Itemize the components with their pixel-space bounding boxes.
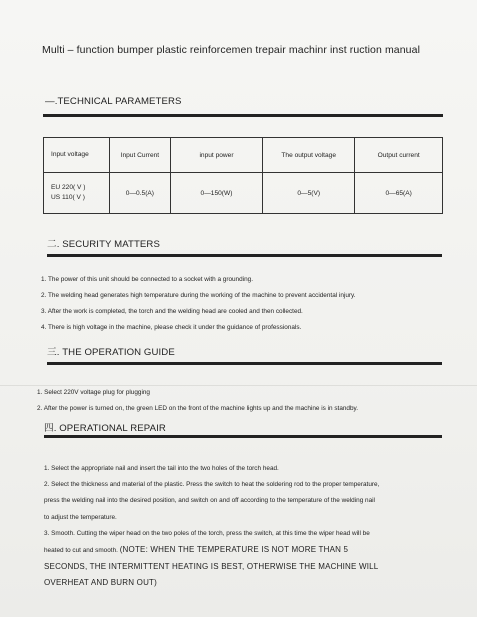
- list-item: [44, 542, 379, 559]
- list-item: to adjust the temperature.: [44, 513, 117, 521]
- list-item: 2. Select the thickness and material of the plastic. Press the switch to heat the soldering rod to the proper temperature,: [44, 481, 380, 489]
- technical-parameters-table: [43, 137, 443, 214]
- note-warning: SECONDS, THE INTERMITTENT HEATING IS BEST, OTHERWISE THE MACHINE WILL: [44, 562, 379, 572]
- section-divider: [44, 435, 442, 438]
- section-security-matters-heading: 二. SECURITY MATTERS: [47, 239, 160, 250]
- section-divider: [43, 114, 443, 117]
- cell-output-current: 0—65(A): [355, 173, 443, 214]
- header-input-voltage: Input voltage: [44, 138, 110, 173]
- list-item: 4. There is high voltage in the machine, please check it under the guidance of professionals.: [41, 324, 302, 331]
- list-item: press the welding nail into the desired position, and switch on and off according to the temperature of the welding nail: [44, 497, 375, 505]
- note-warning: (NOTE: WHEN THE TEMPERATURE IS NOT MORE THAN 5: [119, 545, 349, 555]
- section-divider: [47, 254, 442, 257]
- section-technical-parameters-heading: —.TECHNICAL PARAMETERS: [45, 96, 182, 107]
- list-item: 1. The power of this unit should be connected to a socket with a grounding.: [41, 276, 253, 283]
- list-item-text: heated to cut and smooth.: [44, 547, 118, 555]
- header-output-current: Output current: [355, 138, 443, 173]
- cell-input-current: 0—0.5(A): [109, 173, 170, 214]
- input-voltage-us: US 110( V ): [51, 194, 85, 201]
- list-item: 3. After the work is completed, the torch and the welding head are cooled and then collected.: [41, 308, 303, 315]
- list-item: 1. Select the appropriate nail and insert the tail into the two holes of the torch head.: [44, 465, 279, 472]
- operation-guide-list: [37, 385, 358, 417]
- cell-input-voltage: [44, 173, 110, 214]
- list-item: 3. Smooth. Cutting the wiper head on the two poles of the torch, press the switch, at this time the wiper head will be: [44, 529, 370, 537]
- note-warning: OVERHEAT AND BURN OUT): [44, 578, 158, 588]
- security-matters-list: [41, 272, 356, 336]
- list-item: 2. After the power is turned on, the green LED on the front of the machine lights up and the machine is in standby.: [37, 405, 359, 412]
- table-row: [44, 173, 443, 214]
- section-operational-repair-heading: 四. OPERATIONAL REPAIR: [44, 423, 166, 434]
- header-input-power: input power: [170, 138, 262, 173]
- list-item: 2. The welding head generates high temperature during the working of the machine to prevent accidental injury.: [41, 292, 356, 299]
- header-input-current: Input Current: [109, 138, 170, 173]
- cell-input-power: 0—150(W): [170, 173, 262, 214]
- cell-output-voltage: 0—5(V): [263, 173, 355, 214]
- table-header-row: [44, 138, 443, 173]
- operational-repair-list: [44, 461, 379, 592]
- section-operation-guide-heading: 三. THE OPERATION GUIDE: [47, 347, 175, 358]
- section-divider: [47, 362, 442, 365]
- list-item: 1. Select 220V voltage plug for plugging: [37, 389, 150, 396]
- input-voltage-eu: EU 220( V ): [51, 184, 86, 191]
- page-title: Multi – function bumper plastic reinforcemen trepair machinr inst ruction manual: [42, 44, 420, 56]
- header-output-voltage: The output voltage: [263, 138, 355, 173]
